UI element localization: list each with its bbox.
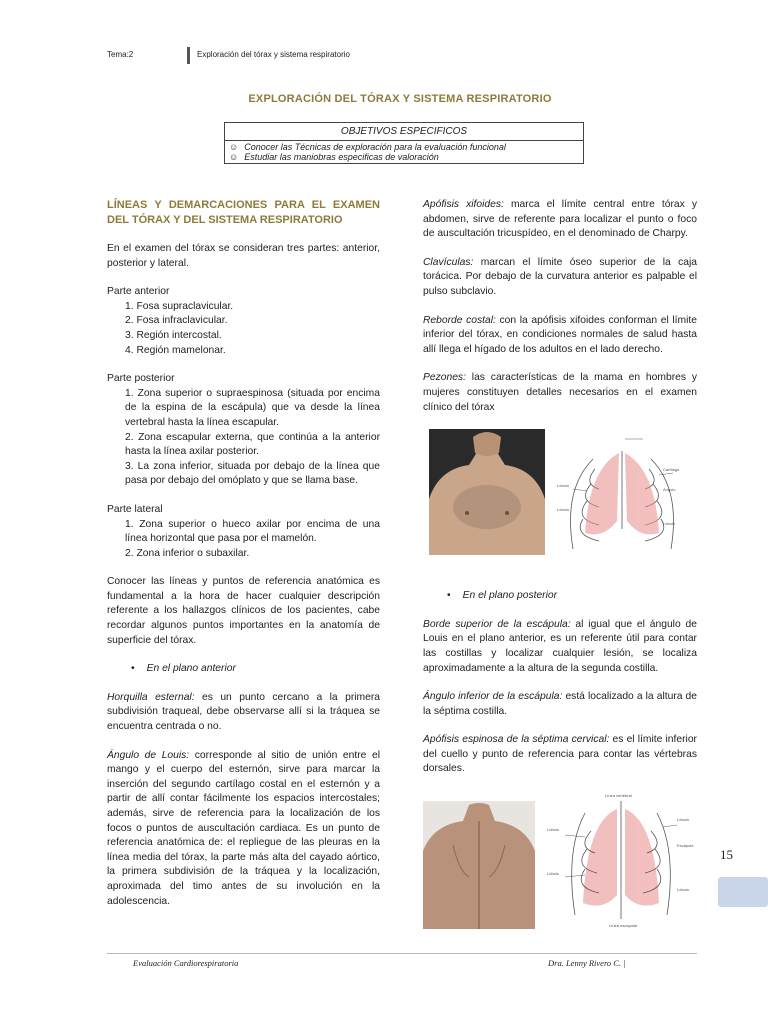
list-item: 4. Región mamelonar.: [125, 344, 226, 356]
list-item: 1. Zona superior o supraespinosa (situada por encima de la espina de la escápula) que va desde la línea vertebral hasta la línea escapular.: [125, 387, 380, 428]
list-item: 2. Zona inferior o subaxilar.: [125, 547, 250, 559]
term-text: corresponde al sitio de unión entre el mango y el cuerpo del esternón, sirve para marcar la inserción del segundo cartílago costal en el esternón y a partir de allí contar fácilmente los espacios intercostales; además, sirve de referencia para la localización de los focos o puntos de auscultación cardiaca. Es un punto de referencia anatómica de: el repliegue de las pleuras en la línea media del tórax, la parte más alta del cayado aórtico, la primera subdivisión de la tráquea y la localización, aproximada del timo antes de su involución en la adolescencia.: [107, 749, 380, 907]
objective-item: [225, 141, 584, 164]
term-text: marcan el límite óseo superior de la caja torácica. Por debajo de la curvatura anterior es palpable el pulso subclavio.: [423, 256, 697, 297]
footer-right: Dra. Lenny Rivero C. |: [548, 958, 626, 968]
posterior-thorax-diagram: [545, 791, 697, 929]
term: Apófisis espinosa de la séptima cervical:: [423, 734, 610, 746]
footer-left: Evaluación Cardiorespiratoria: [133, 958, 239, 968]
list-heading: Parte anterior: [107, 286, 170, 298]
term-text: al igual que el ángulo de Louis en el plano anterior, es un referente útil para contar las costillas y localizar cualquier lesión, se localiza aproximadamente a la altura de la segunda costilla.: [423, 618, 697, 674]
lateral-list: [107, 503, 380, 561]
term-text: con la apófisis xifoides conforman el límite inferior del tórax, en condiciones normales de salud hasta allí llega el hígado de los adultos en el lado derecho.: [423, 314, 697, 355]
page-tab-decoration: [718, 877, 768, 907]
list-heading: Parte posterior: [107, 373, 175, 385]
svg-text:Lóbulo: Lóbulo: [663, 521, 676, 527]
angulo-inferior-paragraph: [423, 690, 697, 719]
svg-text:Cartílago: Cartílago: [663, 467, 680, 473]
header-topic: Tema:2: [107, 50, 134, 59]
svg-text:Lóbulo: Lóbulo: [557, 483, 570, 489]
term: Borde superior de la escápula:: [423, 618, 571, 630]
posterior-back-photo: [423, 801, 535, 929]
term: Ángulo inferior de la escápula:: [423, 691, 563, 703]
horquilla-paragraph: [107, 691, 380, 735]
apofisis-espinosa-paragraph: [423, 733, 697, 777]
svg-text:Lóbulo: Lóbulo: [547, 827, 560, 833]
document-title: EXPLORACIÓN DEL TÓRAX Y SISTEMA RESPIRATORIO: [248, 93, 552, 105]
term: Ángulo de Louis:: [107, 749, 190, 761]
anterior-list: [107, 285, 380, 358]
term-text: es un punto cercano a la primera subdivisión traqueal, debe observarse allí si la tráquea se encuentra centrada o no.: [107, 691, 380, 733]
bullet-text: En el plano posterior: [462, 590, 558, 602]
svg-text:Lóbulo: Lóbulo: [547, 871, 560, 877]
xifoides-paragraph: [423, 198, 697, 242]
term: Reborde costal:: [423, 314, 496, 326]
objectives-heading: OBJETIVOS ESPECIFICOS: [225, 123, 584, 141]
bullet-plano-posterior: [423, 589, 697, 604]
posterior-list: [107, 372, 380, 489]
objective-text: Conocer las Técnicas de exploración para la evaluación funcional: [244, 142, 506, 152]
anterior-thorax-diagram: [553, 429, 691, 565]
list-heading: Parte lateral: [107, 503, 163, 515]
header-title: Exploración del tórax y sistema respiratorio: [197, 50, 350, 59]
objectives-table: [224, 122, 584, 164]
knowledge-paragraph: Conocer las líneas y puntos de referencia anatómica es fundamental a la hora de hacer cualquier descripción referente a los hallazgos clínicos de los pacientes, cabe recordar algunos puntos importantes en la anatomía de superficie del tórax.: [107, 576, 380, 646]
left-column: [107, 198, 380, 923]
intro-paragraph: En el examen del tórax se consideran tres partes: anterior, posterior y lateral.: [107, 243, 380, 269]
term: Clavículas:: [423, 256, 474, 268]
objective-text: Estudiar las maniobras especificas de valoración: [244, 152, 439, 162]
page-header: [107, 47, 667, 67]
svg-text:Escápula: Escápula: [677, 843, 694, 849]
svg-text:Lóbulo: Lóbulo: [557, 507, 570, 513]
list-item: 2. Zona escapular externa, que continúa a la anterior hasta la línea axilar posterior.: [125, 431, 380, 458]
term: Apófisis xifoides:: [423, 199, 504, 210]
posterior-figures: [423, 791, 697, 941]
smiley-icon: ☺: [229, 142, 239, 152]
anterior-figures: [423, 429, 697, 577]
section-title: LÍNEAS Y DEMARCACIONES PARA EL EXAMEN DEL TÓRAX Y DEL SISTEMA RESPIRATORIO: [107, 199, 380, 226]
smiley-icon: ☺: [229, 152, 239, 162]
term-text: es el límite inferior del cuello y punto de referencia para contar las vértebras dorsales.: [423, 734, 697, 775]
svg-text:Línea vertebral: Línea vertebral: [605, 793, 632, 799]
bullet-text: En el plano anterior: [146, 663, 236, 675]
term: Pezones:: [423, 372, 466, 384]
term-text: las características de la mama en hombres y mujeres constituyen detalles necesarios en el examen clínico del tórax: [423, 372, 697, 413]
footer-divider: [107, 953, 697, 954]
bullet-icon: •: [131, 663, 135, 675]
svg-text:Ángulo: Ángulo: [663, 487, 676, 493]
reborde-paragraph: [423, 314, 697, 358]
borde-escapula-paragraph: [423, 618, 697, 676]
list-item: 3. La zona inferior, situada por debajo de la línea que pasa por debajo del omóplato y que se llama base.: [125, 460, 380, 487]
angulo-louis-paragraph: [107, 749, 380, 910]
header-divider: [187, 47, 190, 64]
list-item: 2. Fosa infraclavicular.: [125, 315, 228, 327]
pezones-paragraph: [423, 371, 697, 415]
bullet-plano-anterior: [107, 662, 380, 677]
svg-text:Lóbulo: Lóbulo: [677, 887, 690, 893]
list-item: 3. Región intercostal.: [125, 329, 222, 341]
svg-text:Línea escapular: Línea escapular: [609, 923, 638, 929]
list-item: 1. Fosa supraclavicular.: [125, 300, 234, 312]
page-number: 15: [720, 847, 733, 862]
right-column: [423, 198, 697, 941]
list-item: 1. Zona superior o hueco axilar por encima de una línea horizontal que pasa por el mamelón.: [125, 518, 380, 545]
svg-text:Lóbulo: Lóbulo: [677, 817, 690, 823]
anterior-chest-photo: [429, 429, 545, 555]
term: Horquilla esternal:: [107, 691, 195, 703]
bullet-icon: •: [447, 590, 451, 602]
term-text: está localizado a la altura de la séptima costilla.: [423, 691, 698, 717]
claviculas-paragraph: [423, 256, 697, 300]
term-text: marca el límite central entre tórax y abdomen, sirve de referente para localizar el punto o foco de auscultación tricuspídeo, en el denominado de Charpy.: [423, 199, 697, 240]
